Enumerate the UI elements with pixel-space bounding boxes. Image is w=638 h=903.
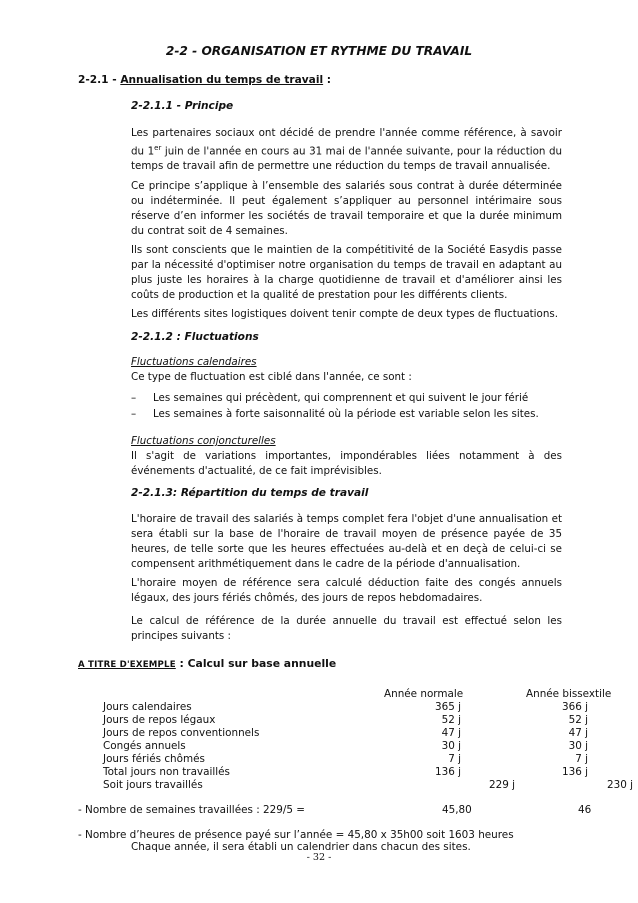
list-item	[131, 408, 571, 420]
list-item	[131, 392, 571, 404]
semaines-line	[78, 804, 638, 816]
fluctuations-conjoncturelles-text: Il s'agit de variations importantes, impondérables liées notamment à des événements d'actualité, de ce fait imprévisibles.	[131, 450, 562, 477]
row-value-bissextile: 230 j	[606, 779, 633, 791]
row-label: Jours de repos conventionnels	[103, 727, 260, 739]
fluctuations-conjoncturelles	[131, 434, 562, 479]
row-value-bissextile: 47 j	[568, 727, 588, 739]
row-label: Soit jours travaillés	[103, 779, 203, 791]
row-value-normal: 136 j	[434, 766, 461, 778]
table-row-total	[103, 779, 633, 792]
fluctuations-heading: 2-2.1.2 : Fluctuations	[131, 331, 259, 343]
semaines-label: - Nombre de semaines travaillées : 229/5 =	[78, 804, 305, 816]
row-label: Jours fériés chômés	[103, 753, 205, 765]
column-header-bissextile: Année bissextile	[526, 688, 612, 700]
section-label: Annualisation du temps de travail	[120, 74, 324, 86]
row-value-normal: 30 j	[441, 740, 461, 752]
principe-p1-text: Les partenaires sociaux ont décidé de prendre l'année comme référence, à savoir du 1	[131, 127, 562, 158]
repartition-paragraph-2: L'horaire moyen de référence sera calculé déduction faite des congés annuels légaux, des jours fériés chômés, des jours de repos hebdomadaires.	[131, 577, 562, 604]
row-value-normal: 365 j	[434, 701, 461, 713]
example-heading	[78, 657, 336, 670]
row-value-normal: 7 j	[448, 753, 461, 765]
row-value-normal: 47 j	[441, 727, 461, 739]
row-value-normal: 52 j	[441, 714, 461, 726]
table-row	[103, 766, 633, 779]
section-suffix: :	[323, 74, 332, 86]
principe-paragraph-2: Ce principe s’applique à l’ensemble des salariés sous contrat à durée déterminée ou indéterminée. Il peut également s’appliquer au personnel intérimaire sous réserve d’en informer les sociétés de travail temporaire et que la durée minimum du contrat soit de 4 semaines.	[131, 180, 562, 237]
calendar-line: Chaque année, il sera établi un calendrier dans chacun des sites.	[131, 841, 471, 853]
section-heading	[78, 74, 331, 86]
row-label: Congés annuels	[103, 740, 186, 752]
fluctuations-conjoncturelles-title: Fluctuations conjoncturelles	[131, 435, 276, 447]
example-label: : Calcul sur base annuelle	[175, 657, 337, 670]
semaines-normal: 45,80	[442, 804, 472, 816]
row-value-bissextile: 7 j	[575, 753, 588, 765]
row-label: Jours calendaires	[103, 701, 192, 713]
bullet-text: Les semaines qui précèdent, qui comprennent et qui suivent le jour férié	[153, 392, 529, 404]
example-prefix: A TITRE D'EXEMPLE	[78, 660, 176, 670]
principe-paragraph-3: Ils sont conscients que le maintien de la compétitivité de la Société Easydis passe par la nécessité d'optimiser notre organisation du temps de travail en adaptant au plus juste les horaires à la charge quotidienne de travail et d'améliorer ainsi les coûts de production et la qualité de prestation pour les différents clients.	[131, 244, 562, 301]
principe-p1-superscript: er	[154, 144, 162, 152]
row-value-bissextile: 30 j	[568, 740, 588, 752]
row-label: Total jours non travaillés	[103, 766, 230, 778]
principe-p1-rest: juin de l'année en cours au 31 mai de l'année suivante, pour la réduction du temps de travail afin de permettre une réduction du temps de travail annualisée.	[131, 145, 563, 173]
row-value-bissextile: 52 j	[568, 714, 588, 726]
bullet-dash: –	[131, 408, 137, 420]
fluctuations-calendaires	[131, 355, 562, 385]
repartition-heading: 2-2.1.3: Répartition du temps de travail	[131, 487, 369, 499]
fluctuations-calendaires-intro: Ce type de fluctuation est ciblé dans l'année, ce sont :	[131, 371, 412, 383]
row-value-bissextile: 366 j	[561, 701, 588, 713]
repartition-paragraph-1: L'horaire de travail des salariés à temps complet fera l'objet d'une annualisation et sera établi sur la base de l'horaire de travail moyen de présence payée de 35 heures, de telle sorte que les heures effectuées au-delà et en deçà de celui-ci se compensent arithmétiquement dans le cadre de la période d'annualisation.	[131, 513, 562, 570]
table-row	[103, 753, 633, 766]
repartition-paragraph-3: Le calcul de référence de la durée annuelle du travail est effectué selon les principes suivants :	[131, 615, 562, 642]
table-row	[103, 714, 633, 727]
row-value-normal: 229 j	[488, 779, 515, 791]
row-label: Jours de repos légaux	[103, 714, 216, 726]
fluctuations-calendaires-title: Fluctuations calendaires	[131, 356, 257, 368]
table-row	[103, 701, 633, 714]
table-row	[103, 727, 633, 740]
heures-line: - Nombre d’heures de présence payé sur l’année = 45,80 x 35h00 soit 1603 heures	[78, 829, 514, 841]
row-value-bissextile: 136 j	[561, 766, 588, 778]
column-header-normal: Année normale	[384, 688, 464, 700]
principe-heading: 2-2.1.1 - Principe	[131, 100, 234, 112]
table-row	[103, 740, 633, 753]
principe-paragraph-4: Les différents sites logistiques doivent tenir compte de deux types de fluctuations.	[131, 308, 558, 320]
semaines-bissextile: 46	[578, 804, 592, 816]
principe-paragraph-1	[131, 126, 562, 174]
bullet-text: Les semaines à forte saisonnalité où la période est variable selon les sites.	[153, 408, 539, 420]
bullet-dash: –	[131, 392, 137, 404]
page-number: - 32 -	[306, 852, 332, 863]
section-number: 2-2.1 -	[78, 74, 121, 86]
page-title: 2-2 - ORGANISATION ET RYTHME DU TRAVAIL	[165, 44, 473, 58]
